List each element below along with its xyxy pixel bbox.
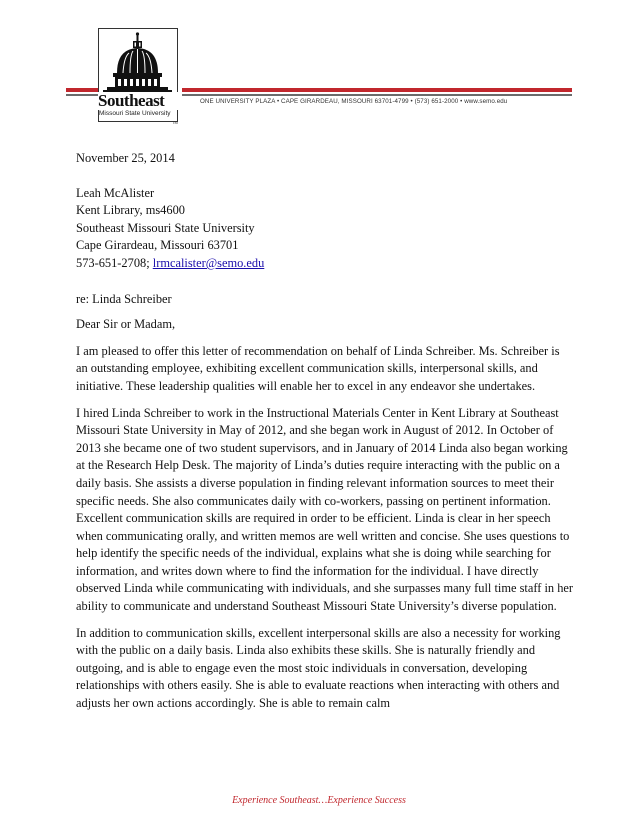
paragraph-intro: I am pleased to offer this letter of recommendation on behalf of Linda Schreiber. Ms. Schreiber is an outstanding employee, exhibiting excellent communication skills, interpersonal skills, and initiative. These leadership qualities will enable her to excel in any endeavor she undertakes.: [76, 343, 560, 393]
letter-date: November 25, 2014: [76, 151, 175, 165]
subject-line: re: Linda Schreiber: [76, 291, 172, 306]
paragraph-interpersonal: In addition to communication skills, excellent interpersonal skills are also a necessity for working with the public on a daily basis. Linda also exhibits these skills. She is naturally friendly and outgoing, and is able to engage even the most stoic individuals in conversation, developing relationships with others easily. She is able to evaluate reactions when interacting with others and adjusts her own actions accordingly. She is able to remain calm: [76, 625, 561, 711]
letter-body: [76, 150, 574, 722]
sender-contact: [76, 255, 574, 273]
sender-address-block: [76, 185, 574, 273]
letterhead-rule-gray-left: [66, 94, 98, 96]
sender-department: Kent Library, ms4600: [76, 203, 185, 218]
sender-email-link[interactable]: lrmcalister@semo.edu: [152, 255, 265, 270]
logo-wordmark: Southeast: [98, 92, 180, 110]
logo-subtitle: Missouri State University: [99, 110, 171, 117]
sender-name: Leah McAlister: [76, 185, 155, 200]
letterhead-rule-red-left: [66, 88, 98, 92]
footer-tagline: Experience Southeast…Experience Success: [232, 795, 406, 806]
sender-phone: 573-651-2708;: [76, 255, 153, 270]
academic-hall-dome-icon: [99, 29, 177, 95]
letterhead-rule-red: [182, 88, 572, 92]
sender-city: Cape Girardeau, Missouri 63701: [76, 238, 239, 253]
salutation: Dear Sir or Madam,: [76, 317, 176, 332]
letterhead-rule-gray: [182, 94, 572, 96]
trademark-mark: TM: [172, 120, 178, 125]
paragraph-communication: I hired Linda Schreiber to work in the Instructional Materials Center in Kent Library at Southeast Missouri State University in May of 2012, and she began work in August of 2012. In October of 2013 she became one of two student supervisors, and in January of 2014 Linda also began working at the Research Help Desk. The majority of Linda’s duties require interacting with the public on a daily basis. She assists a diverse population in finding relevant information sources to meet their specific needs. She also communicates daily with co-workers, passing on pertinent information. Excellent communication skills are required in order to be efficient. Linda is clear in her speech when communicating orally, and written memos are well written and concise. She uses questions to help identify the specific needs of the individual, explains what she is doing while searching for information, and writes down where to find the information for the individual. I have directly observed Linda while communicating with individuals, and she surpasses many full time staff in her ability to communicate and understand Southeast Missouri State University’s diverse population.: [76, 405, 574, 614]
sender-university: Southeast Missouri State University: [76, 220, 255, 235]
letterhead-address: ONE UNIVERSITY PLAZA • CAPE GIRARDEAU, MISSOURI 63701-4799 • (573) 651-2000 • www.semo.edu: [200, 98, 508, 105]
